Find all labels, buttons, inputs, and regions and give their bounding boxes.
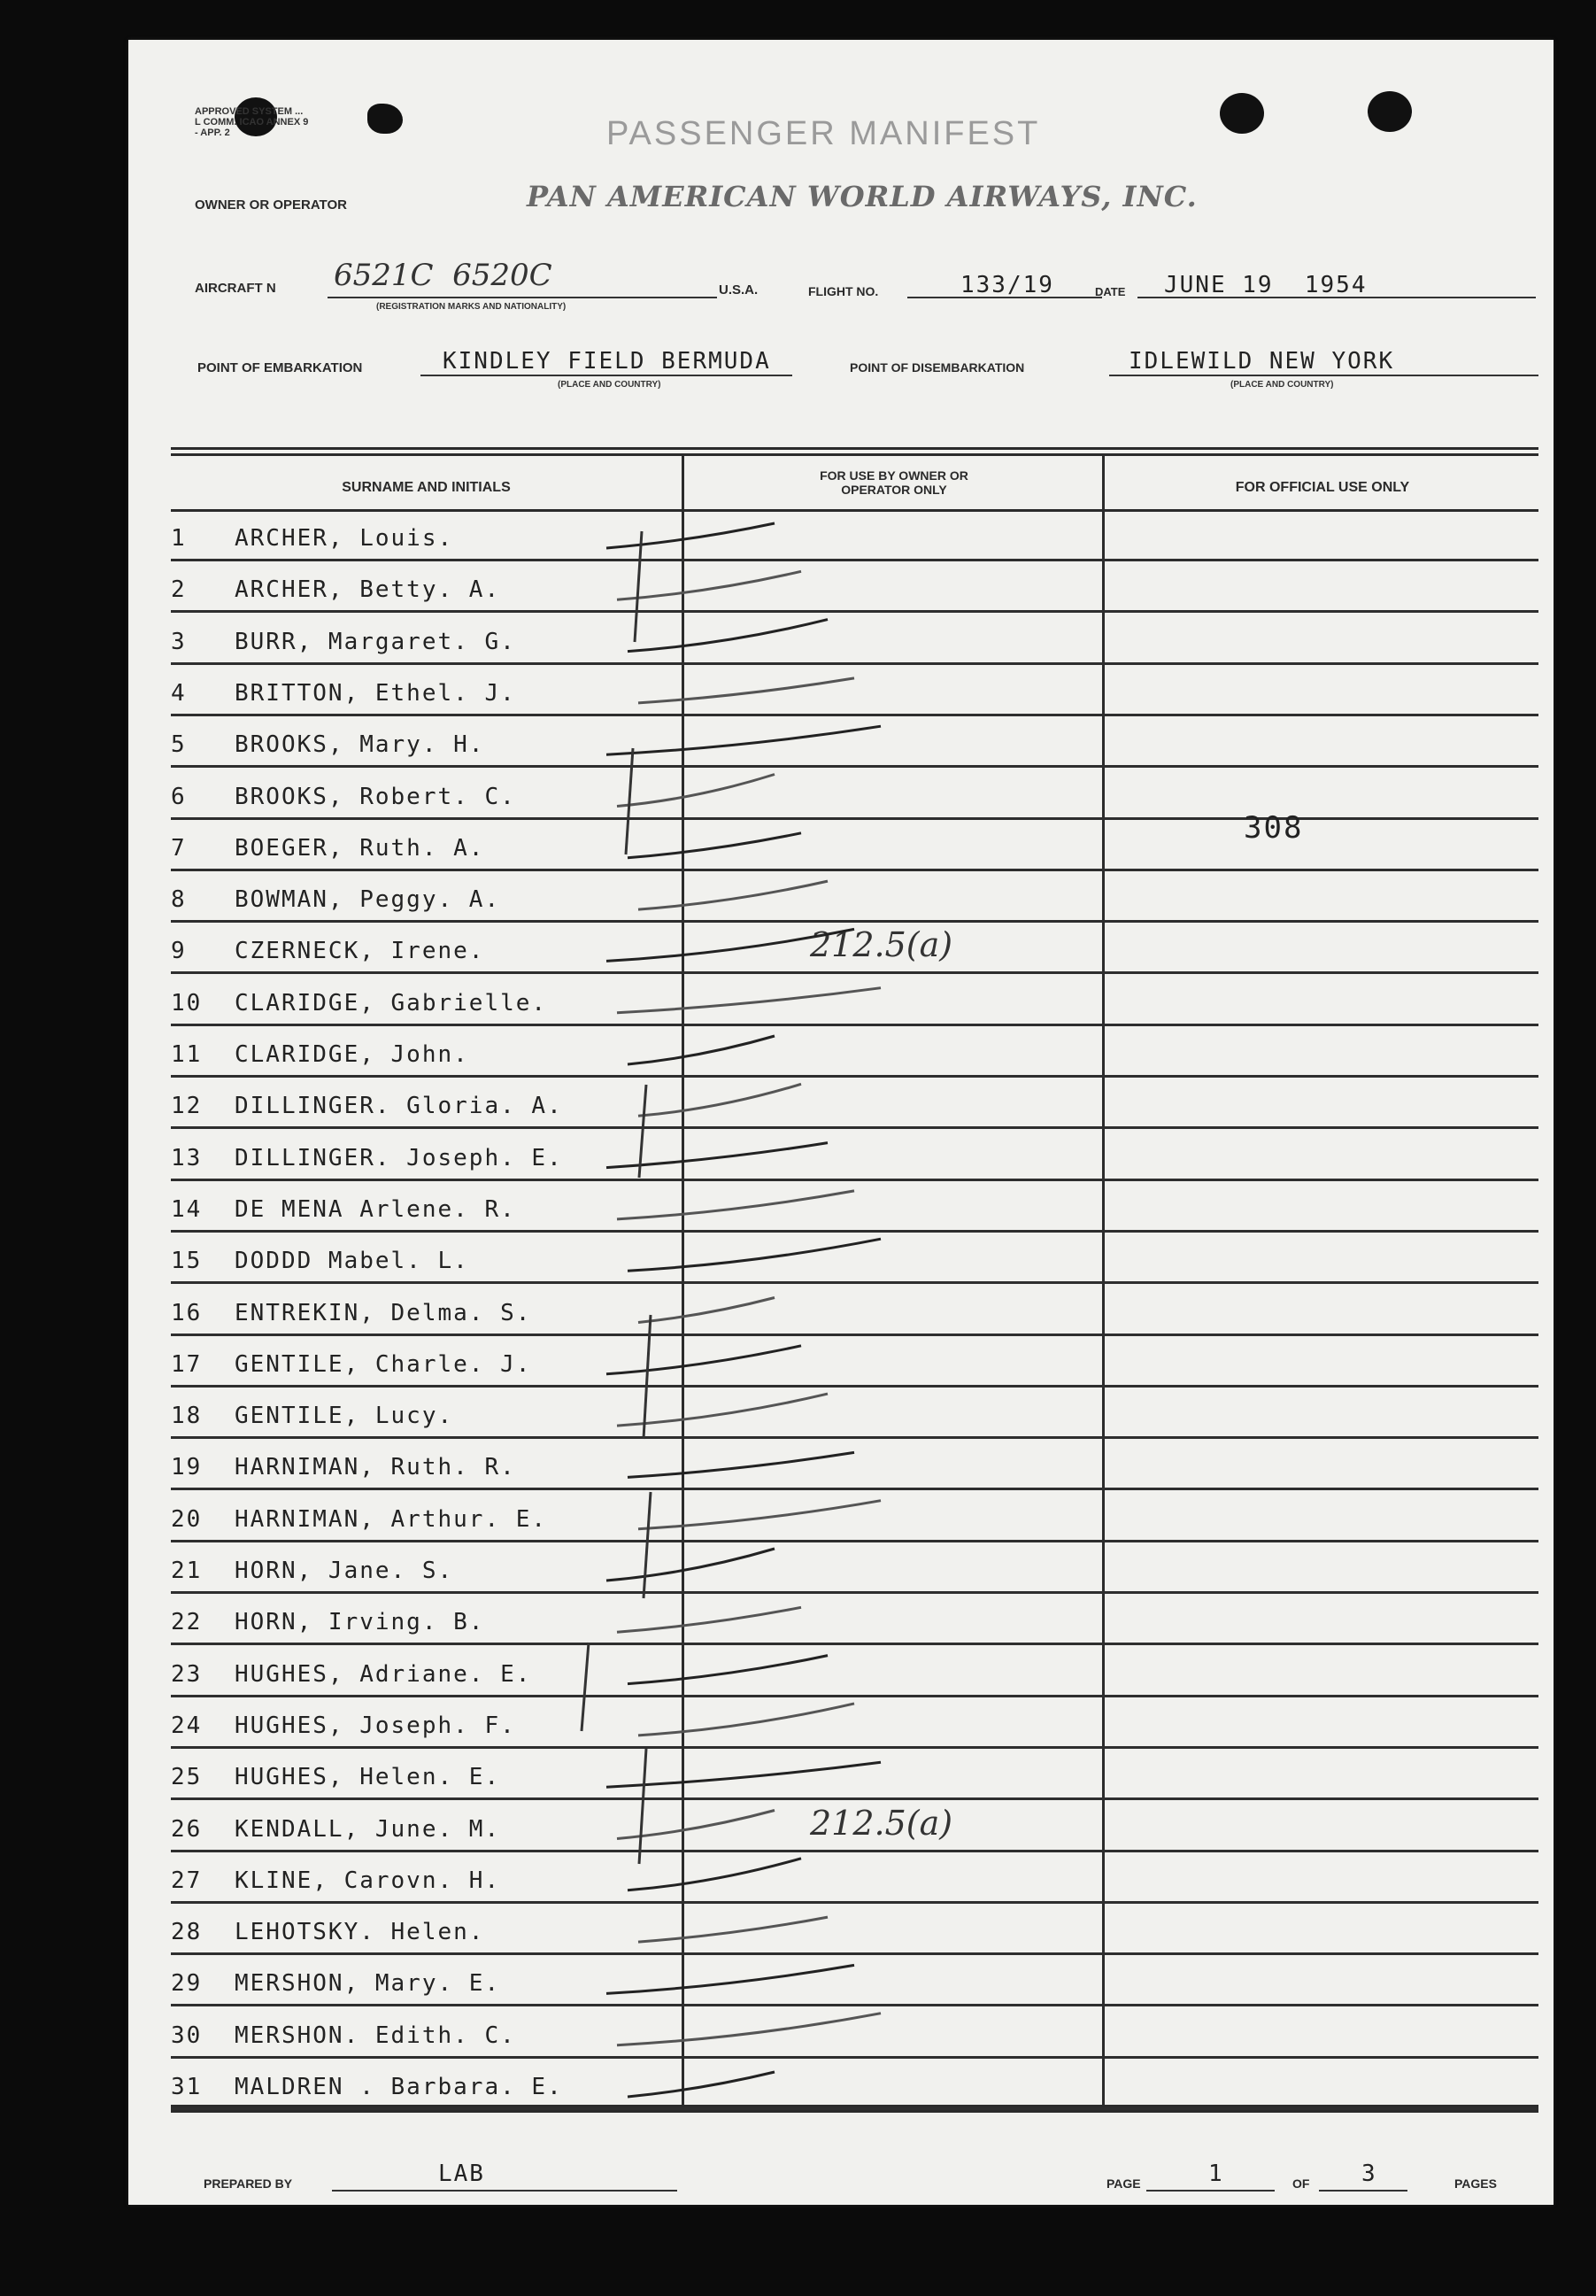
approval-stamp: APPROVED SYSTEM ... L COMM. ICAO ANNEX 9 - APP. 2: [195, 106, 309, 138]
aircraft-label: AIRCRAFT N: [195, 281, 276, 296]
row-number: 6: [171, 783, 187, 810]
passenger-name: HUGHES, Joseph. F.: [235, 1712, 516, 1739]
col-header-official: FOR OFFICIAL USE ONLY: [1235, 480, 1410, 495]
passenger-name: CLARIDGE, John.: [235, 1041, 469, 1068]
passenger-name: HARNIMAN, Ruth. R.: [235, 1454, 516, 1481]
passenger-name: CLARIDGE, Gabrielle.: [235, 989, 548, 1017]
prepared-value: LAB: [438, 2161, 485, 2187]
tick-stroke: [606, 1965, 854, 1993]
passenger-name: BROOKS, Robert. C.: [235, 783, 516, 810]
passenger-name: BOWMAN, Peggy. A.: [235, 886, 501, 914]
bracket-stroke: [644, 1492, 651, 1598]
passenger-name: DE MENA Arlene. R.: [235, 1195, 516, 1223]
row-number: 19: [171, 1454, 203, 1481]
handwritten-tick-marks: [128, 40, 1554, 2205]
flight-value: 133/19: [960, 272, 1054, 298]
passenger-name: BURR, Margaret. G.: [235, 628, 516, 655]
passenger-name: GENTILE, Charle. J.: [235, 1350, 532, 1378]
row-number: 28: [171, 1919, 203, 1946]
passenger-name: ARCHER, Louis.: [235, 525, 454, 552]
passenger-name: CZERNECK, Irene.: [235, 938, 485, 965]
bracket-stroke: [582, 1643, 589, 1731]
disembark-label: POINT OF DISEMBARKATION: [850, 360, 1025, 375]
tick-stroke: [638, 1917, 828, 1942]
prepared-label: PREPARED BY: [204, 2176, 293, 2191]
tick-stroke: [617, 571, 801, 599]
passenger-name: HUGHES, Adriane. E.: [235, 1660, 532, 1688]
row-number: 2: [171, 576, 187, 604]
tick-stroke: [638, 1298, 775, 1323]
bracket-stroke: [635, 531, 642, 642]
date-label: DATE: [1095, 285, 1126, 298]
row-number: 18: [171, 1403, 203, 1430]
tick-stroke: [617, 1394, 828, 1426]
row-number: 10: [171, 989, 203, 1017]
owner-label: OWNER OR OPERATOR: [195, 197, 347, 213]
usa-label: U.S.A.: [719, 282, 759, 298]
row-number: 14: [171, 1195, 203, 1223]
row-number: 3: [171, 628, 187, 655]
row-number: 15: [171, 1248, 203, 1275]
passenger-name: KENDALL, June. M.: [235, 1815, 501, 1843]
passenger-name: BOEGER, Ruth. A.: [235, 834, 485, 862]
embark-place-caption: (PLACE AND COUNTRY): [558, 380, 661, 390]
passenger-name: MALDREN . Barbara. E.: [235, 2074, 563, 2100]
embark-label: POINT OF EMBARKATION: [197, 360, 363, 375]
flight-label: FLIGHT NO.: [808, 284, 879, 298]
tick-stroke: [628, 1452, 854, 1477]
passenger-name: ENTREKIN, Delma. S.: [235, 1299, 532, 1326]
passenger-name: HORN, Irving. B.: [235, 1609, 485, 1636]
row-number: 24: [171, 1712, 203, 1739]
row-number: 25: [171, 1764, 203, 1791]
row-number: 7: [171, 834, 187, 862]
passenger-name: GENTILE, Lucy.: [235, 1403, 454, 1430]
aircraft-value: 6521C 6520C: [334, 258, 552, 293]
tick-stroke: [617, 2014, 881, 2045]
tick-stroke: [606, 1549, 775, 1581]
tick-stroke: [606, 1346, 801, 1374]
tick-stroke: [638, 1704, 854, 1736]
tick-stroke: [628, 620, 828, 652]
tick-stroke: [617, 988, 881, 1013]
owner-value: PAN AMERICAN WORLD AIRWAYS, INC.: [527, 180, 1198, 213]
tick-stroke: [606, 523, 775, 548]
passenger-name: KLINE, Carovn. H.: [235, 1867, 501, 1894]
row-number: 30: [171, 2022, 203, 2049]
col-header-surname: SURNAME AND INITIALS: [342, 480, 511, 495]
row-number: 16: [171, 1299, 203, 1326]
row-number: 13: [171, 1144, 203, 1171]
passenger-name: DODDD Mabel. L.: [235, 1248, 469, 1275]
form-title: PASSENGER MANIFEST: [606, 115, 1041, 152]
tick-stroke: [638, 1084, 801, 1116]
col-header-owner: FOR USE BY OWNER OR OPERATOR ONLY: [820, 468, 968, 497]
passenger-name: HUGHES, Helen. E.: [235, 1764, 501, 1791]
passenger-name: MERSHON, Mary. E.: [235, 1970, 501, 1998]
tick-stroke: [606, 1762, 881, 1787]
row-number: 12: [171, 1093, 203, 1120]
row-number: 17: [171, 1350, 203, 1378]
passenger-name: HORN, Jane. S.: [235, 1558, 454, 1584]
disembark-place-caption: (PLACE AND COUNTRY): [1230, 380, 1334, 390]
passenger-name: DILLINGER. Gloria. A.: [235, 1093, 563, 1120]
passenger-name: BRITTON, Ethel. J.: [235, 679, 516, 707]
embark-value: KINDLEY FIELD BERMUDA: [443, 348, 771, 375]
row-number: 4: [171, 679, 187, 707]
page-label: PAGE: [1106, 2176, 1141, 2191]
bracket-stroke: [626, 748, 633, 854]
tick-stroke: [628, 2072, 775, 2097]
passenger-name: ARCHER, Betty. A.: [235, 576, 501, 604]
tick-stroke: [638, 1501, 881, 1529]
tick-stroke: [628, 1859, 801, 1890]
bracket-stroke: [644, 1315, 651, 1439]
row-number: 31: [171, 2074, 203, 2100]
owner-note: 212.5(a): [810, 1803, 953, 1843]
registration-caption: (REGISTRATION MARKS AND NATIONALITY): [376, 302, 567, 312]
tick-stroke: [617, 1191, 854, 1219]
row-number: 8: [171, 886, 187, 914]
manifest-sheet: [128, 40, 1554, 2205]
owner-note: 212.5(a): [810, 925, 953, 965]
tick-stroke: [628, 833, 801, 858]
row-number: 23: [171, 1660, 203, 1688]
row-number: 27: [171, 1867, 203, 1894]
row-number: 29: [171, 1970, 203, 1998]
tick-stroke: [628, 1036, 775, 1064]
row-number: 11: [171, 1041, 203, 1068]
row-number: 21: [171, 1558, 203, 1584]
row-number: 20: [171, 1505, 203, 1533]
date-value: JUNE 19 1954: [1164, 272, 1368, 298]
tick-stroke: [638, 881, 828, 909]
tick-stroke: [606, 726, 881, 754]
tick-stroke: [638, 678, 854, 703]
passenger-name: BROOKS, Mary. H.: [235, 731, 485, 759]
disembark-value: IDLEWILD NEW YORK: [1129, 348, 1395, 375]
tick-stroke: [606, 929, 854, 961]
pages-label: PAGES: [1454, 2176, 1497, 2191]
bracket-stroke: [639, 1749, 646, 1864]
row-number: 26: [171, 1815, 203, 1843]
tick-stroke: [617, 1607, 801, 1632]
of-value: 3: [1361, 2161, 1377, 2187]
passenger-name: LEHOTSKY. Helen.: [235, 1919, 485, 1946]
of-label: OF: [1292, 2176, 1310, 2191]
passenger-name: HARNIMAN, Arthur. E.: [235, 1505, 548, 1533]
row-number: 1: [171, 525, 187, 552]
page-value: 1: [1208, 2161, 1224, 2187]
official-note: 308: [1244, 810, 1304, 846]
row-number: 5: [171, 731, 187, 759]
tick-stroke: [628, 1656, 828, 1684]
row-number: 9: [171, 938, 187, 965]
passenger-name: DILLINGER. Joseph. E.: [235, 1144, 563, 1171]
tick-stroke: [628, 1239, 881, 1271]
row-number: 22: [171, 1609, 203, 1636]
passenger-name: MERSHON. Edith. C.: [235, 2022, 516, 2049]
tick-stroke: [617, 775, 775, 807]
